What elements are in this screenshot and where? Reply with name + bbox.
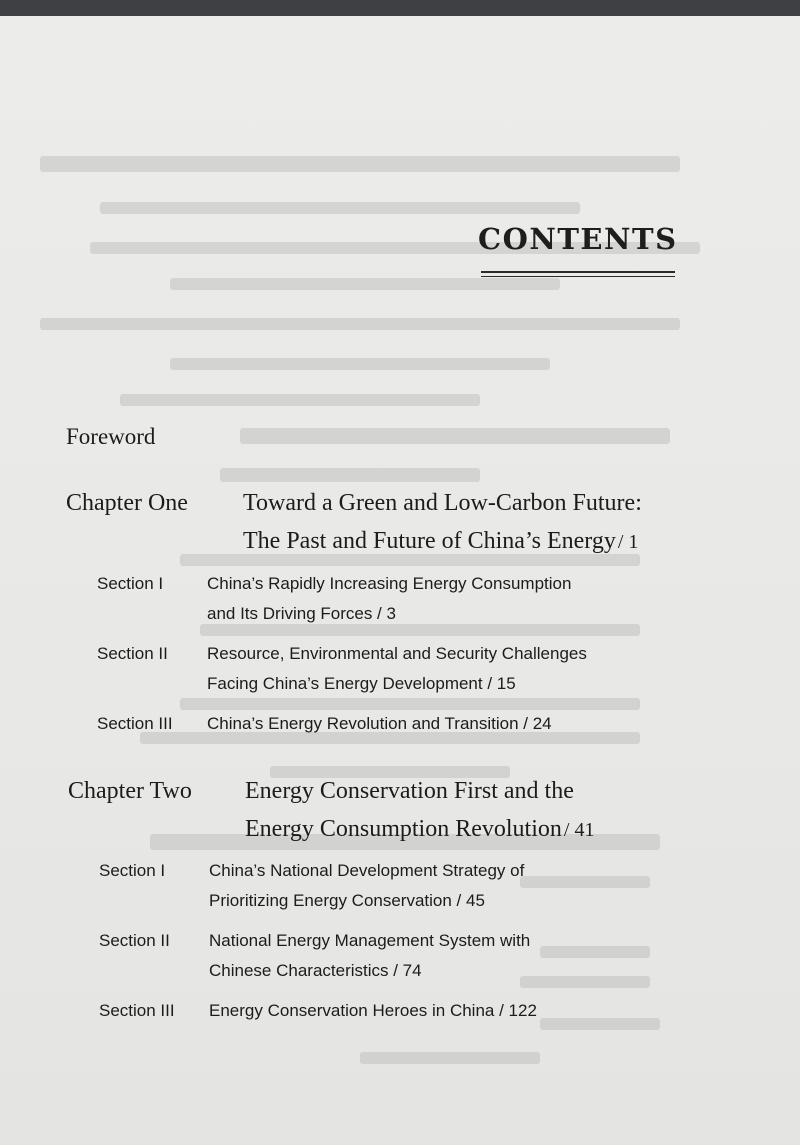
section-title-line: Facing China’s Energy Development / 15: [207, 674, 516, 693]
section-title-line: China’s Energy Revolution and Transition / 24: [207, 714, 552, 733]
chapter-page-number: / 1: [617, 531, 639, 553]
page-title: CONTENTS: [478, 222, 678, 256]
section-number: Section III: [99, 1001, 175, 1020]
section-number: Section III: [97, 714, 173, 733]
chapter-title-text: The Past and Future of China’s Energy: [243, 528, 616, 554]
section-title-line: Energy Conservation Heroes in China / 122: [209, 1001, 537, 1020]
top-edge-shadow: [0, 0, 800, 16]
section-title-line: China’s National Development Strategy of: [209, 861, 525, 880]
section-title-line: Prioritizing Energy Conservation / 45: [209, 891, 485, 910]
chapter-title-line: [243, 528, 638, 555]
title-underline: [481, 271, 675, 273]
chapter-number: Chapter Two: [68, 778, 192, 804]
section-title-line: and Its Driving Forces / 3: [207, 604, 396, 623]
chapter-title-text: Energy Consumption Revolution: [245, 816, 562, 842]
chapter-title-line: Energy Conservation First and the: [245, 778, 574, 804]
contents-page: [0, 16, 800, 1145]
toc-entry-foreword: Foreword: [66, 424, 156, 449]
section-title-line: China’s Rapidly Increasing Energy Consumption: [207, 574, 572, 593]
title-underline-thin: [481, 276, 675, 277]
chapter-number: Chapter One: [66, 490, 188, 516]
chapter-title-line: [245, 816, 594, 843]
section-number: Section II: [99, 931, 170, 950]
chapter-page-number: / 41: [563, 819, 595, 841]
section-title-line: Resource, Environmental and Security Challenges: [207, 644, 587, 663]
section-number: Section I: [97, 574, 164, 593]
section-number: Section II: [97, 644, 168, 663]
section-title-line: Chinese Characteristics / 74: [209, 961, 422, 980]
section-title-line: National Energy Management System with: [209, 931, 531, 950]
section-number: Section I: [99, 861, 166, 880]
chapter-title-line: Toward a Green and Low-Carbon Future:: [243, 490, 642, 516]
